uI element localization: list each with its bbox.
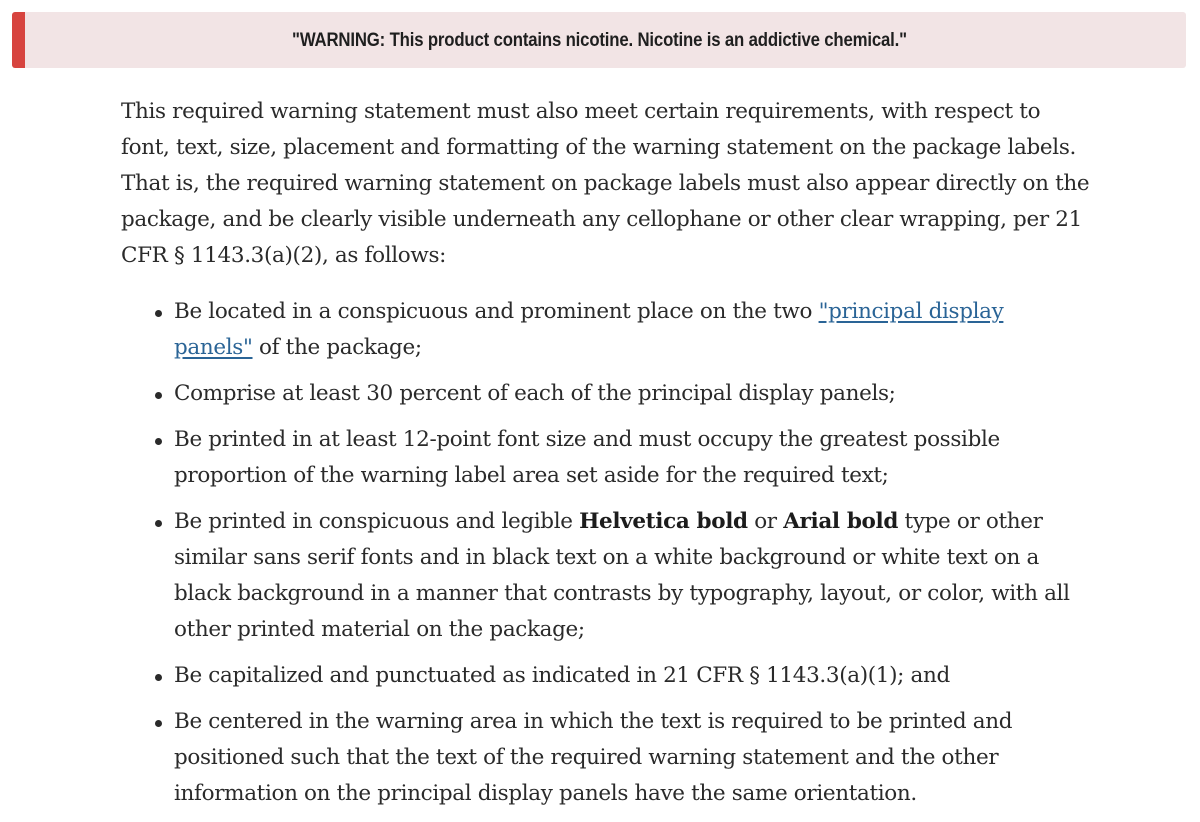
requirement-text: of the package; bbox=[252, 335, 422, 360]
requirement-line bbox=[174, 504, 1106, 540]
requirement-text: or bbox=[747, 509, 784, 534]
requirement-line: Be printed in at least 12-point font size and must occupy the greatest possible bbox=[174, 427, 1000, 452]
requirement-text: Be located in a conspicuous and prominent place on the two bbox=[174, 299, 819, 324]
helvetica-bold-emphasis: Helvetica bold bbox=[579, 509, 748, 534]
principal-display-panels-link[interactable] bbox=[174, 335, 253, 360]
article-body bbox=[121, 94, 1106, 822]
requirement-item bbox=[121, 704, 1106, 812]
intro-line: font, text, size, placement and formatting of the warning statement on the package labels. bbox=[121, 135, 1077, 160]
requirement-line: other printed material on the package; bbox=[174, 617, 585, 642]
requirement-line: proportion of the warning label area set aside for the required text; bbox=[174, 463, 889, 488]
intro-line: This required warning statement must also meet certain requirements, with respect to bbox=[121, 99, 1041, 124]
requirement-line bbox=[174, 294, 1106, 330]
requirement-item bbox=[121, 376, 1106, 412]
requirement-line: information on the principal display panels have the same orientation. bbox=[174, 781, 917, 806]
link-text[interactable]: "principal display bbox=[818, 299, 1004, 324]
arial-bold-emphasis: Arial bold bbox=[783, 509, 899, 534]
requirement-line: similar sans serif fonts and in black text on a white background or white text on a bbox=[174, 545, 1039, 570]
intro-line: CFR § 1143.3(a)(2), as follows: bbox=[121, 243, 447, 268]
requirement-text: Be printed in conspicuous and legible bbox=[174, 509, 580, 534]
requirement-line: Be centered in the warning area in which the text is required to be printed and bbox=[174, 709, 1013, 734]
requirement-line: Be capitalized and punctuated as indicated in 21 CFR § 1143.3(a)(1); and bbox=[174, 663, 950, 688]
requirement-item bbox=[121, 294, 1106, 366]
requirement-line: positioned such that the text of the required warning statement and the other bbox=[174, 745, 999, 770]
requirement-text: type or other bbox=[898, 509, 1043, 534]
requirement-line bbox=[174, 330, 1106, 366]
principal-display-panels-link[interactable] bbox=[819, 299, 1004, 324]
requirement-item bbox=[121, 658, 1106, 694]
link-text[interactable]: panels" bbox=[174, 335, 253, 360]
intro-line: package, and be clearly visible underneath any cellophane or other clear wrapping, per 21 bbox=[121, 207, 1082, 232]
requirement-item bbox=[121, 422, 1106, 494]
warning-banner-text: "WARNING: This product contains nicotine. Nicotine is an addictive chemical." bbox=[292, 28, 907, 51]
intro-line: That is, the required warning statement on package labels must also appear directly on the bbox=[121, 171, 1090, 196]
requirements-list bbox=[121, 294, 1106, 812]
requirement-line: Comprise at least 30 percent of each of the principal display panels; bbox=[174, 381, 896, 406]
intro-paragraph bbox=[121, 94, 1106, 274]
requirement-line: black background in a manner that contrasts by typography, layout, or color, with all bbox=[174, 581, 1070, 606]
requirement-item bbox=[121, 504, 1106, 648]
warning-banner bbox=[12, 12, 1186, 68]
